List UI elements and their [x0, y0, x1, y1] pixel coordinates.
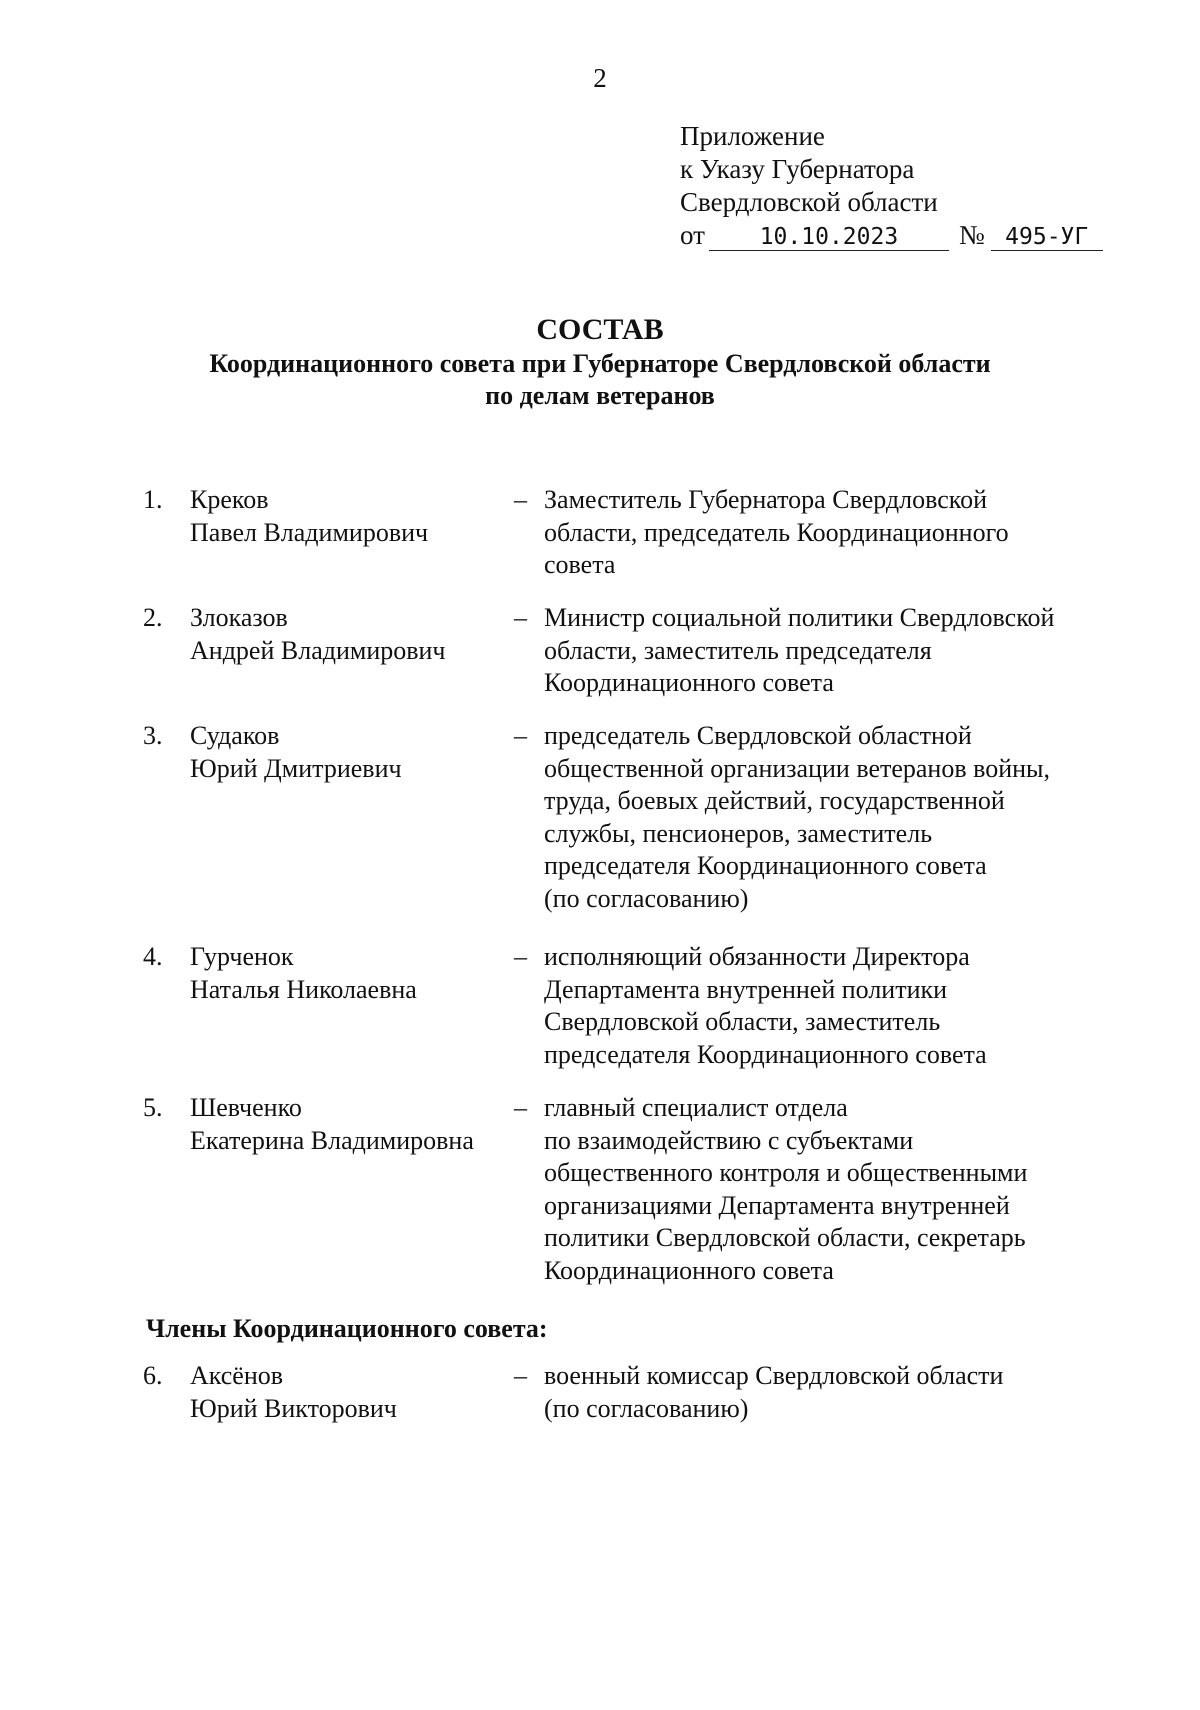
member-role-line: общественного контроля и общественными	[544, 1158, 1028, 1187]
member-role-line: председатель Свердловской областной	[544, 721, 972, 750]
member-role-line: общественной организации ветеранов войны,	[544, 753, 1051, 783]
member-dash: –	[514, 1361, 527, 1390]
member-index: 6.	[143, 1361, 163, 1390]
member-role-line: Заместитель Губернатора Свердловской	[544, 485, 987, 514]
member-role	[544, 720, 1104, 915]
heading-line-3: по делам ветеранов	[485, 381, 715, 410]
document-heading	[0, 312, 1200, 412]
member-role	[544, 941, 1104, 1071]
member-index: 2.	[143, 603, 163, 632]
member-role-line: председателя Координационного совета	[544, 1039, 987, 1069]
page-number: 2	[593, 63, 607, 93]
number-prefix: №	[958, 220, 985, 250]
members-heading: Члены Координационного совета:	[146, 1314, 548, 1343]
member-surname: Судаков	[190, 721, 280, 750]
member-role-line: военный комиссар Свердловской области	[544, 1361, 1004, 1390]
member-role-line: председателя Координационного совета	[544, 851, 987, 880]
decree-date: 10.10.2023	[709, 224, 949, 251]
member-role-line: Координационного совета	[544, 668, 834, 697]
member-role	[544, 602, 1104, 700]
member-name	[190, 484, 510, 549]
member-dash: –	[514, 721, 527, 750]
member-given-names: Юрий Дмитриевич	[190, 753, 402, 783]
member-surname: Шевченко	[190, 1093, 302, 1122]
member-given-names: Павел Владимирович	[190, 517, 429, 547]
appendix-line-1: Приложение	[680, 121, 825, 151]
member-name	[190, 1360, 510, 1425]
member-dash: –	[514, 942, 527, 971]
member-role-line: Департамента внутренней политики	[544, 974, 948, 1004]
date-prefix: от	[680, 220, 705, 250]
member-role-line: по взаимодействию с субъектами	[544, 1125, 914, 1155]
member-surname: Креков	[190, 485, 269, 514]
member-role-line: области, председатель Координационного	[544, 517, 1009, 547]
member-role-line: организациями Департамента внутренней	[544, 1190, 1010, 1220]
member-surname: Гурченок	[190, 942, 294, 971]
member-role-line: главный специалист отдела	[544, 1093, 848, 1122]
member-surname: Злоказов	[190, 603, 288, 632]
member-role-line: (по согласованию)	[544, 883, 749, 913]
appendix-line-3: Свердловской области	[680, 187, 938, 217]
appendix-line-2: к Указу Губернатора	[680, 154, 915, 184]
member-role-line: совета	[544, 550, 616, 579]
member-surname: Аксёнов	[190, 1361, 284, 1390]
member-role-line: Свердловской области, заместитель	[544, 1007, 941, 1036]
member-name	[190, 720, 510, 785]
member-role-line: Министр социальной политики Свердловской	[544, 603, 1055, 632]
member-role	[544, 1360, 1104, 1425]
member-role	[544, 1092, 1104, 1287]
member-role-line: исполняющий обязанности Директора	[544, 942, 970, 971]
decree-number: 495-УГ	[991, 224, 1103, 251]
member-given-names: Екатерина Владимировна	[190, 1125, 474, 1155]
member-given-names: Андрей Владимирович	[190, 635, 446, 665]
member-index: 1.	[143, 485, 163, 514]
member-role-line: службы, пенсионеров, заместитель	[544, 818, 933, 848]
member-role	[544, 484, 1104, 582]
member-name	[190, 602, 510, 667]
member-role-line: Координационного совета	[544, 1255, 834, 1285]
member-dash: –	[514, 1093, 527, 1122]
member-role-line: (по согласованию)	[544, 1393, 749, 1423]
member-role-line: труда, боевых действий, государственной	[544, 786, 1005, 815]
heading-title: СОСТАВ	[536, 313, 664, 346]
member-index: 4.	[143, 942, 163, 971]
member-role-line: политики Свердловской области, секретарь	[544, 1223, 1026, 1252]
member-name	[190, 1092, 510, 1157]
heading-line-2: Координационного совета при Губернаторе Свердловской области	[209, 349, 991, 378]
member-dash: –	[514, 603, 527, 632]
member-index: 3.	[143, 721, 163, 750]
member-index: 5.	[143, 1093, 163, 1122]
member-name	[190, 941, 510, 1006]
member-given-names: Наталья Николаевна	[190, 974, 417, 1004]
member-dash: –	[514, 485, 527, 514]
appendix-block	[680, 120, 1120, 252]
member-role-line: области, заместитель председателя	[544, 635, 932, 665]
appendix-date-line	[680, 219, 1120, 252]
member-given-names: Юрий Викторович	[190, 1393, 397, 1423]
